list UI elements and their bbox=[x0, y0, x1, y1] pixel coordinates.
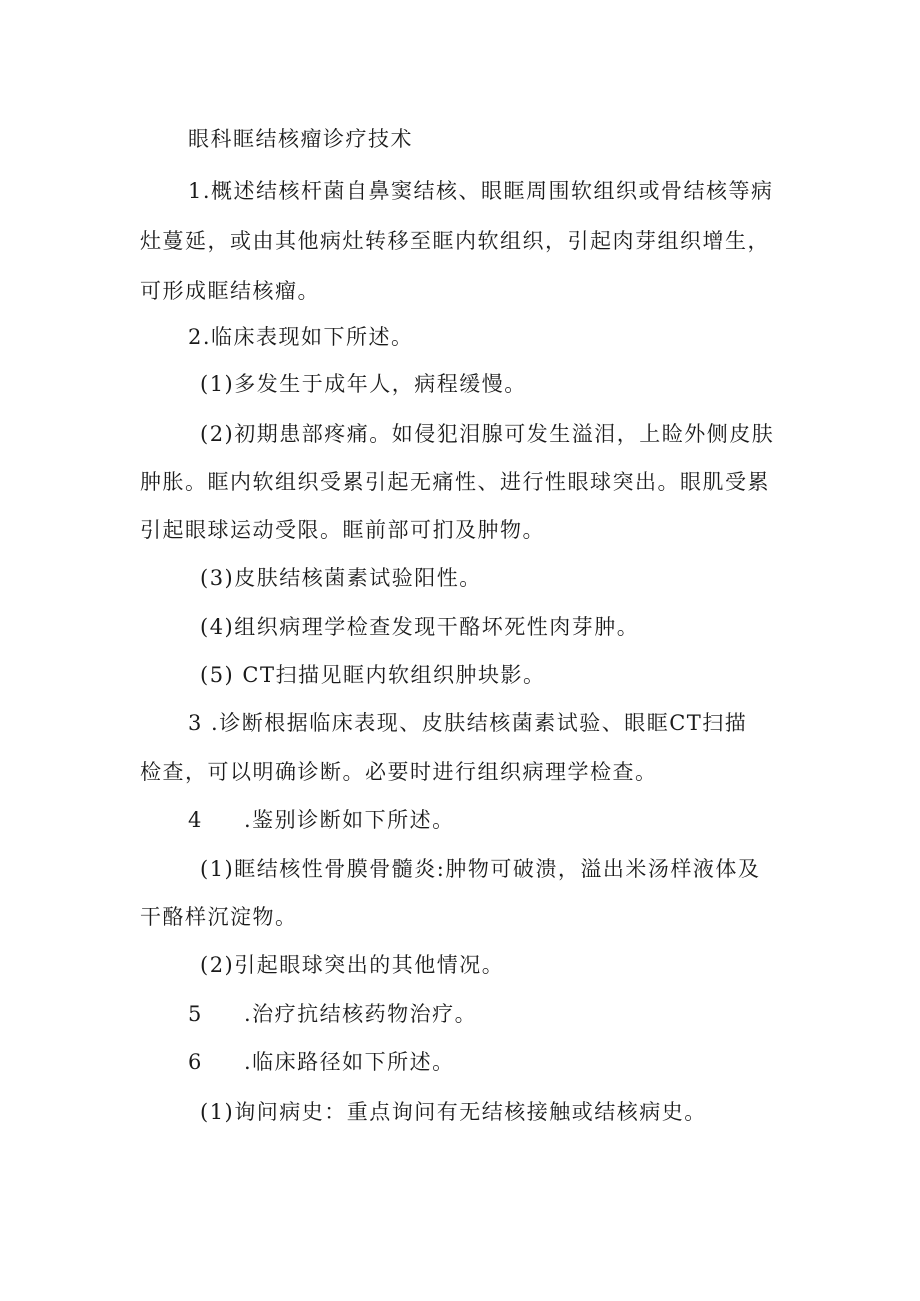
section-1-line-1: 1.概述结核杆菌自鼻窦结核、眼眶周围软组织或骨结核等病 bbox=[188, 179, 774, 203]
document-title: 眼科眶结核瘤诊疗技术 bbox=[188, 127, 413, 151]
section-2-item-2-line-1: (2)初期患部疼痛。如侵犯泪腺可发生溢泪，上睑外侧皮肤 bbox=[200, 422, 775, 446]
section-2-item-2-line-3: 引起眼球运动受限。眶前部可扪及肿物。 bbox=[140, 518, 545, 542]
section-5-heading: .治疗抗结核药物治疗。 bbox=[244, 1002, 478, 1026]
section-6-number: 6 bbox=[188, 1050, 203, 1074]
section-3-line-2: 检查，可以明确诊断。必要时进行组织病理学检查。 bbox=[140, 760, 658, 784]
section-5-number: 5 bbox=[188, 1002, 203, 1026]
section-4-number: 4 bbox=[188, 808, 203, 832]
section-2-heading: 2.临床表现如下所述。 bbox=[188, 325, 414, 349]
section-2-item-4: (4)组织病理学检查发现干酪坏死性肉芽肿。 bbox=[200, 615, 640, 639]
section-6-item-1: (1)询问病史：重点询问有无结核接触或结核病史。 bbox=[200, 1100, 707, 1124]
section-2-item-5: (5) CT扫描见眶内软组织肿块影。 bbox=[200, 663, 546, 687]
section-4-item-1-line-2: 干酪样沉淀物。 bbox=[140, 905, 298, 929]
section-4-item-1-line-1: (1)眶结核性骨膜骨髓炎:肿物可破溃，溢出米汤样液体及 bbox=[200, 857, 761, 881]
section-2-item-3: (3)皮肤结核菌素试验阳性。 bbox=[200, 566, 482, 590]
section-4-item-2: (2)引起眼球突出的其他情况。 bbox=[200, 953, 505, 977]
section-3-line-1: 3 .诊断根据临床表现、皮肤结核菌素试验、眼眶CT扫描 bbox=[188, 711, 748, 735]
section-2-item-1: (1)多发生于成年人，病程缓慢。 bbox=[200, 372, 527, 396]
section-4-heading: .鉴别诊断如下所述。 bbox=[244, 808, 455, 832]
section-2-item-2-line-2: 肿胀。眶内软组织受累引起无痛性、进行性眼球突出。眼肌受累 bbox=[140, 470, 770, 494]
section-1-line-3: 可形成眶结核瘤。 bbox=[140, 279, 320, 303]
section-1-line-2: 灶蔓延，或由其他病灶转移至眶内软组织，引起肉芽组织增生， bbox=[140, 229, 770, 253]
section-6-heading: .临床路径如下所述。 bbox=[244, 1050, 455, 1074]
